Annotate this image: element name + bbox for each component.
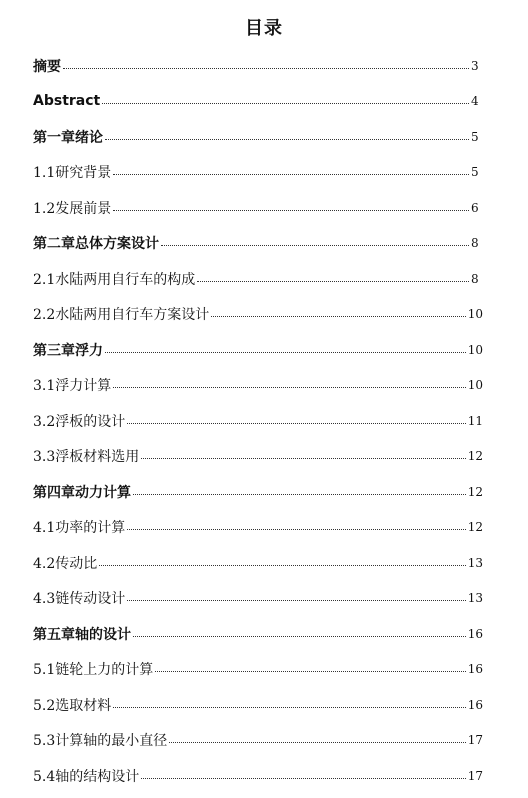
dot-leader [197, 280, 469, 282]
toc-entry[interactable] [33, 332, 483, 368]
toc-entry-page: 11 [467, 413, 483, 428]
toc-entry-label: 5.4轴的结构设计 [33, 768, 140, 785]
toc-entry-label: 1.2发展前景 [33, 200, 112, 217]
toc-entry[interactable] [33, 48, 483, 84]
toc-entry-page: 8 [471, 236, 479, 251]
toc-entry-label: 第二章总体方案设计 [33, 236, 159, 253]
dot-leader [99, 564, 465, 566]
toc-entry[interactable] [33, 687, 483, 723]
toc-entry-label: 摘要 [33, 58, 61, 75]
toc-entry-label: 3.3浮板材料选用 [33, 449, 140, 466]
toc-entry-page: 10 [467, 378, 483, 393]
dot-leader [133, 493, 466, 495]
toc-entry-label: 第一章绪论 [33, 129, 103, 146]
dot-leader [141, 777, 465, 779]
toc-entry-label: 4.3链传动设计 [33, 591, 126, 608]
toc-entry[interactable] [33, 403, 483, 439]
dot-leader [127, 599, 465, 601]
toc-entry-page: 8 [471, 271, 479, 286]
dot-leader [113, 173, 469, 175]
toc-entry[interactable] [33, 297, 483, 333]
dot-leader [113, 209, 469, 211]
toc-entry-label: Abstract [33, 93, 101, 110]
toc-entry-label: 2.1水陆两用自行车的构成 [33, 271, 196, 288]
toc-entry-label: 1.1研究背景 [33, 165, 112, 182]
toc-entry[interactable] [33, 190, 483, 226]
dot-leader [161, 244, 469, 246]
toc-entry[interactable] [33, 510, 483, 546]
toc-entry-label: 2.2水陆两用自行车方案设计 [33, 307, 210, 324]
toc-entry-page: 12 [467, 449, 483, 464]
dot-leader [133, 635, 466, 637]
toc-entry[interactable] [33, 723, 483, 759]
dot-leader [113, 386, 465, 388]
dot-leader [105, 138, 469, 140]
toc-entry-page: 16 [467, 697, 483, 712]
toc-entry-page: 3 [471, 58, 479, 73]
dot-leader [141, 457, 465, 459]
toc-entry-page: 5 [471, 129, 479, 144]
toc-entry-label: 5.2选取材料 [33, 697, 112, 714]
toc-entry[interactable] [33, 155, 483, 191]
dot-leader [63, 67, 469, 69]
toc-entry-label: 4.2传动比 [33, 555, 98, 572]
toc-entry-label: 5.3计算轴的最小直径 [33, 733, 168, 750]
dot-leader [155, 670, 465, 672]
toc-entry-page: 17 [467, 768, 483, 783]
dot-leader [102, 102, 469, 104]
toc-entry-page: 16 [467, 662, 483, 677]
toc-entry[interactable] [33, 616, 483, 652]
toc-entry-page: 13 [467, 555, 483, 570]
toc-entry[interactable] [33, 368, 483, 404]
toc-list [33, 48, 483, 794]
dot-leader [127, 422, 465, 424]
toc-entry-label: 5.1链轮上力的计算 [33, 662, 154, 679]
toc-entry[interactable] [33, 545, 483, 581]
toc-entry-page: 13 [467, 591, 483, 606]
toc-entry[interactable] [33, 226, 483, 262]
toc-entry-label: 第三章浮力 [33, 342, 103, 359]
dot-leader [169, 741, 465, 743]
toc-entry-label: 第四章动力计算 [33, 484, 131, 501]
toc-entry[interactable] [33, 474, 483, 510]
dot-leader [113, 706, 465, 708]
toc-entry-page: 4 [471, 94, 479, 109]
dot-leader [105, 351, 466, 353]
toc-entry-page: 17 [467, 733, 483, 748]
toc-entry-page: 12 [467, 484, 483, 499]
toc-entry[interactable] [33, 119, 483, 155]
toc-entry[interactable] [33, 652, 483, 688]
toc-entry-page: 12 [467, 520, 483, 535]
toc-entry[interactable] [33, 758, 483, 794]
toc-entry-page: 6 [471, 200, 479, 215]
toc-entry-label: 3.1浮力计算 [33, 378, 112, 395]
toc-entry-label: 3.2浮板的设计 [33, 413, 126, 430]
toc-entry-label: 第五章轴的设计 [33, 626, 131, 643]
toc-entry-label: 4.1功率的计算 [33, 520, 126, 537]
toc-title: 目录 [245, 18, 283, 39]
toc-entry-page: 5 [471, 165, 479, 180]
toc-entry[interactable] [33, 439, 483, 475]
toc-entry[interactable] [33, 261, 483, 297]
toc-entry-page: 10 [467, 342, 483, 357]
toc-entry-page: 10 [467, 307, 483, 322]
toc-entry-page: 16 [467, 626, 483, 641]
toc-entry[interactable] [33, 84, 483, 120]
dot-leader [211, 315, 465, 317]
dot-leader [127, 528, 465, 530]
toc-entry[interactable] [33, 581, 483, 617]
